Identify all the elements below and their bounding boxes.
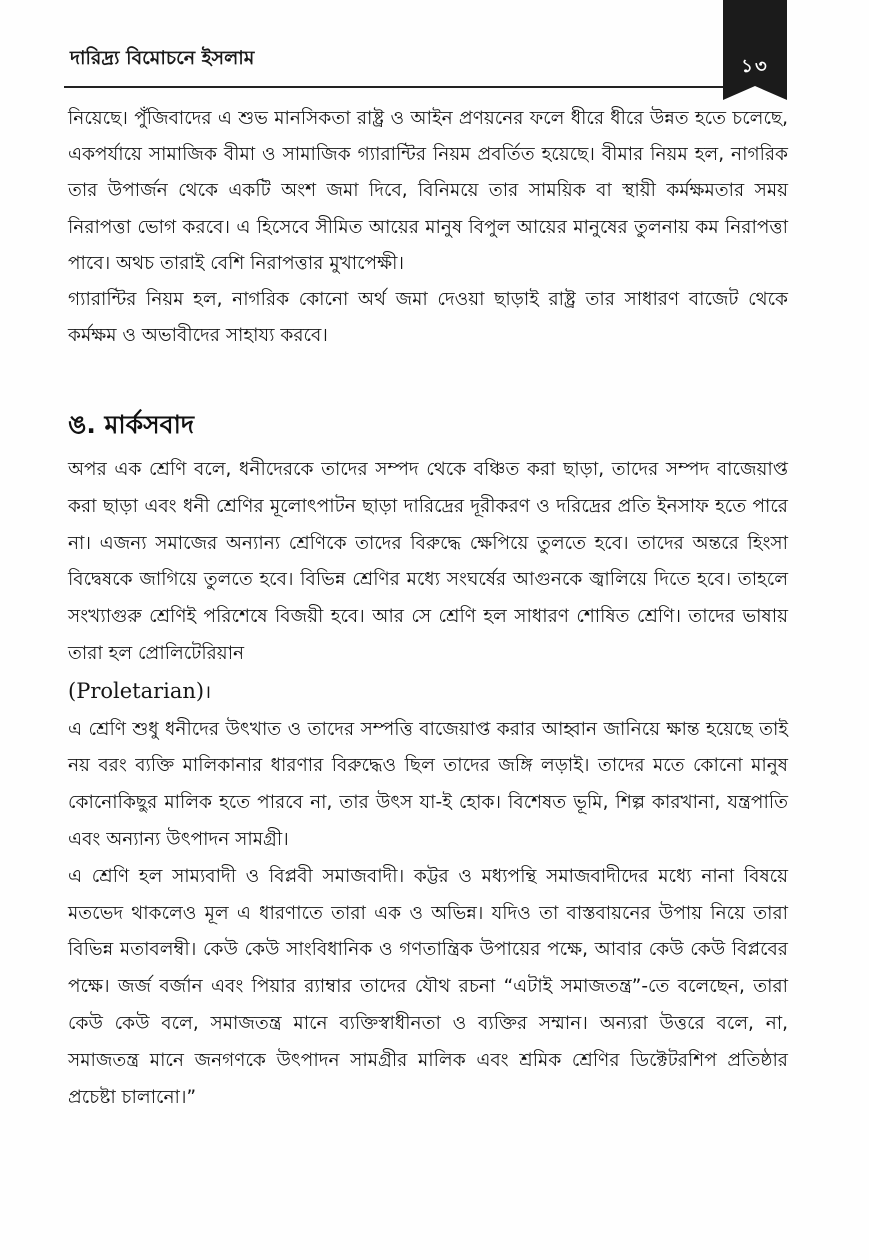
paragraph: এ শ্রেণি শুধু ধনীদের উৎখাত ও তাদের সম্পত্তি বাজেয়াপ্ত করার আহ্বান জানিয়ে ক্ষান্ত হয়েছে তাই নয় বরং ব্যক্তি মালিকানার ধারণার বিরুদ্ধেও ছিল তাদের জঙ্গি লড়াই। তাদের মতে কোনো মানুষ কোনোকিছুর মালিক হতে পারবে না, তার উৎস যা-ই হোক। বিশেষত ভূমি, শিল্প কারখানা, যন্ত্রপাতি এবং অন্যান্য উৎপাদন সামগ্রী। [68,718,788,850]
section-b-text [68,452,788,1116]
section-heading: ঙ. মার্কসবাদ [68,410,194,439]
page-number-tab [723,0,787,100]
section-a-text [68,101,788,354]
paragraph: এ শ্রেণি হল সাম্যবাদী ও বিপ্লবী সমাজবাদী। কট্টর ও মধ্যপন্থি সমাজবাদীদের মধ্যে নানা বিষয়ে মতভেদ থাকলেও মূল এ ধারণাতে তারা এক ও অভিন্ন। যদিও তা বাস্তবায়নের উপায় নিয়ে তারা বিভিন্ন মতাবলম্বী। কেউ কেউ সাংবিধানিক ও গণতান্ত্রিক উপায়ের পক্ষে, আবার কেউ কেউ বিপ্লবের পক্ষে। জর্জ বর্জান এবং পিয়ার র‍্যাম্বার তাদের যৌথ রচনা “এটাই সমাজতন্ত্র”-তে বলেছেন, তারা কেউ কেউ বলে, সমাজতন্ত্র মানে ব্যক্তিস্বাধীনতা ও ব্যক্তির সম্মান। অন্যরা উত্তরে বলে, না, সমাজতন্ত্র মানে জনগণকে উৎপাদন সামগ্রীর মালিক এবং শ্রমিক শ্রেণির ডিক্টেটরশিপ প্রতিষ্ঠার প্রচেষ্টা চালানো।” [68,865,788,1108]
paragraph: নিয়েছে। পুঁজিবাদের এ শুভ মানসিকতা রাষ্ট্র ও আইন প্রণয়নের ফলে ধীরে ধীরে উন্নত হতে চলেছে, একপর্যায়ে সামাজিক বীমা ও সামাজিক গ্যারান্টির নিয়ম প্রবর্তিত হয়েছে। বীমার নিয়ম হল, নাগরিক তার উপার্জন থেকে একটি অংশ জমা দিবে, বিনিময়ে তার সাময়িক বা স্থায়ী কর্মক্ষমতার সময় নিরাপত্তা ভোগ করবে। এ হিসেবে সীমিত আয়ের মানুষ বিপুল আয়ের মানুষের তুলনায় কম নিরাপত্তা পাবে। অথচ তারাই বেশি নিরাপত্তার মুখাপেক্ষী। [68,108,788,274]
latin-term: (Proletarian) [68,678,205,703]
paragraph [68,452,788,712]
page-number: ১৩ [741,56,769,77]
paragraph-text: অপর এক শ্রেণি বলে, ধনীদেরকে তাদের সম্পদ থেকে বঞ্চিত করা ছাড়া, তাদের সম্পদ বাজেয়াপ্ত করা ছাড়া এবং ধনী শ্রেণির মূলোৎপাটন ছাড়া দারিদ্রের দূরীকরণ ও দরিদ্রের প্রতি ইনসাফ হতে পারে না। এজন্য সমাজের অন্যান্য শ্রেণিকে তাদের বিরুদ্ধে ক্ষেপিয়ে তুলতে হবে। তাদের অন্তরে হিংসা বিদ্বেষকে জাগিয়ে তুলতে হবে। বিভিন্ন শ্রেণির মধ্যে সংঘর্ষের আগুনকে জ্বালিয়ে দিতে হবে। তাহলে সংখ্যাগুরু শ্রেণিই পরিশেষে বিজয়ী হবে। আর সে শ্রেণি হল সাধারণ শোষিত শ্রেণি। তাদের ভাষায় তারা হল প্রোলিটেরিয়ান [68,459,788,664]
running-title: দারিদ্র্য বিমোচনে ইসলাম [70,47,255,69]
paragraph: গ্যারান্টির নিয়ম হল, নাগরিক কোনো অর্থ জমা দেওয়া ছাড়াই রাষ্ট্র তার সাধারণ বাজেট থেকে কর্মক্ষম ও অভাবীদের সাহায্য করবে। [68,289,788,347]
header-rule [64,86,729,88]
paragraph-end: । [204,681,212,703]
